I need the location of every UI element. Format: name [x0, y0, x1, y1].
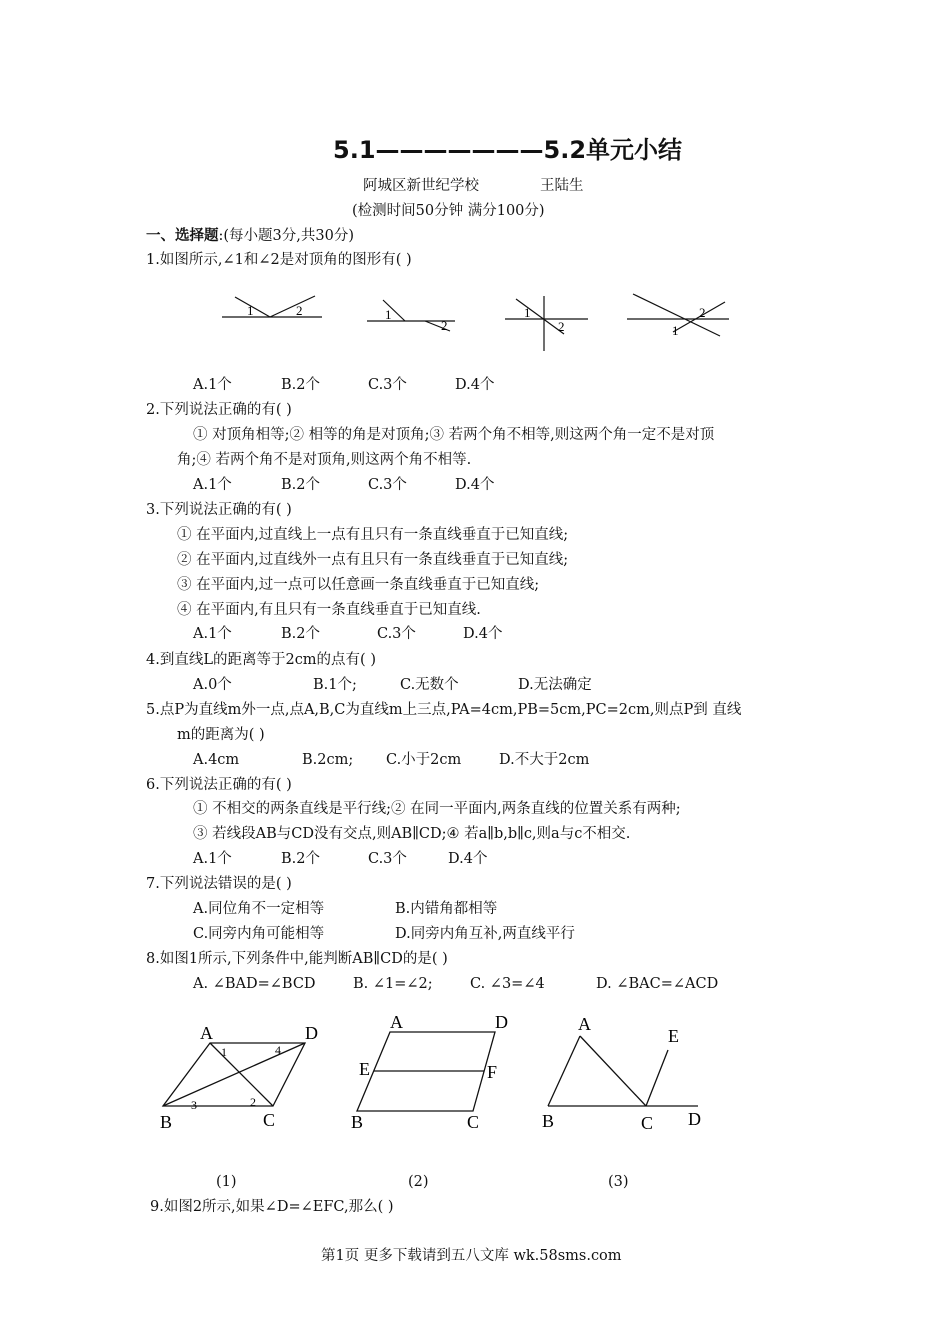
q6-stem: 6.下列说法正确的有( ) — [146, 777, 292, 793]
fig-b-label-1: 1 — [385, 307, 392, 322]
fig3-label-A: A — [578, 1014, 591, 1034]
fig1-label-D: D — [305, 1023, 318, 1043]
fig1-label-4: 4 — [275, 1043, 281, 1057]
q5-option-d: D.不大于2cm — [499, 752, 590, 768]
fig3-label-C: C — [641, 1113, 654, 1133]
q8-stem: 8.如图1所示,下列条件中,能判断AB∥CD的是( ) — [146, 951, 448, 967]
q6-option-c: C.3个 — [368, 851, 407, 867]
figure-1 — [155, 1018, 318, 1133]
q8-option-a: A. ∠BAD=∠BCD — [193, 976, 316, 992]
figure-3-caption: (3) — [608, 1174, 629, 1190]
q2-line2: 角;④ 若两个角不是对顶角,则这两个角不相等. — [177, 452, 472, 468]
q3-option-d: D.4个 — [463, 626, 503, 642]
exam-info: (检测时间50分钟 满分100分) — [352, 203, 545, 219]
section-note: :(每小题3分,共30分) — [218, 228, 354, 244]
fig-b-label-2: 2 — [441, 318, 448, 333]
q1-figure-d — [625, 292, 735, 342]
fig3-label-E: E — [668, 1026, 679, 1046]
q5-stem: 5.点P为直线m外一点,点A,B,C为直线m上三点,PA=4cm,PB=5cm,PC=2cm,则点P到 直线 — [146, 702, 742, 718]
q5-option-c: C.小于2cm — [386, 752, 462, 768]
q1-option-c: C.3个 — [368, 377, 407, 393]
q6-option-a: A.1个 — [193, 851, 232, 867]
figure-1-caption: (1) — [216, 1174, 237, 1190]
fig2-label-E: E — [359, 1059, 370, 1079]
fig1-label-A: A — [200, 1023, 213, 1043]
fig-d-label-2: 2 — [699, 305, 706, 320]
page-footer: 第1页 更多下载请到五八文库 wk.58sms.com — [321, 1248, 622, 1264]
q2-option-b: B.2个 — [281, 477, 320, 493]
figure-2 — [345, 1008, 520, 1133]
fig1-label-C: C — [263, 1110, 276, 1130]
fig1-label-B: B — [160, 1112, 173, 1132]
q4-option-d: D.无法确定 — [518, 677, 592, 693]
q6-option-b: B.2个 — [281, 851, 320, 867]
q1-option-d: D.4个 — [455, 377, 495, 393]
section-heading: 一、选择题 — [146, 227, 219, 244]
figure-3 — [538, 1010, 713, 1135]
q8-option-c: C. ∠3=∠4 — [470, 976, 545, 992]
q2-option-a: A.1个 — [193, 477, 232, 493]
fig3-label-D: D — [688, 1109, 701, 1129]
q3-item-2: ② 在平面内,过直线外一点有且只有一条直线垂直于已知直线; — [177, 552, 569, 568]
school-name: 阿城区新世纪学校 — [363, 178, 479, 194]
q3-option-a: A.1个 — [193, 626, 232, 642]
q5-line2: m的距离为( ) — [177, 727, 265, 743]
q8-option-b: B. ∠1=∠2; — [353, 976, 433, 992]
q1-figure-b — [365, 297, 465, 337]
q3-item-4: ④ 在平面内,有且只有一条直线垂直于已知直线. — [177, 602, 481, 618]
fig2-label-C: C — [467, 1112, 480, 1132]
q6-line2: ③ 若线段AB与CD没有交点,则AB∥CD;④ 若a∥b,b∥c,则a与c不相交. — [193, 826, 631, 842]
q2-line1: ① 对顶角相等;② 相等的角是对顶角;③ 若两个角不相等,则这两个角一定不是对顶 — [193, 427, 715, 443]
q2-stem: 2.下列说法正确的有( ) — [146, 402, 292, 418]
fig1-label-2: 2 — [250, 1095, 256, 1109]
q5-option-b: B.2cm; — [302, 752, 354, 768]
fig2-label-D: D — [495, 1012, 508, 1032]
q7-stem: 7.下列说法错误的是( ) — [146, 876, 292, 892]
q6-option-d: D.4个 — [448, 851, 488, 867]
fig3-label-B: B — [542, 1111, 555, 1131]
q4-option-a: A.0个 — [193, 677, 232, 693]
author-name: 王陆生 — [540, 178, 584, 194]
q7-option-d: D.同旁内角互补,两直线平行 — [395, 926, 575, 942]
fig2-label-B: B — [351, 1112, 364, 1132]
q7-option-b: B.内错角都相等 — [395, 901, 498, 917]
q3-item-1: ① 在平面内,过直线上一点有且只有一条直线垂直于已知直线; — [177, 527, 569, 543]
q9-stem: 9.如图2所示,如果∠D=∠EFC,那么( ) — [150, 1199, 394, 1215]
fig-a-label-1: 1 — [247, 303, 254, 318]
q3-option-c: C.3个 — [377, 626, 416, 642]
q4-stem: 4.到直线L的距离等于2cm的点有( ) — [146, 652, 376, 668]
q1-option-a: A.1个 — [193, 377, 232, 393]
fig2-label-F: F — [487, 1062, 498, 1082]
fig-a-label-2: 2 — [296, 303, 303, 318]
fig-c-label-1: 1 — [524, 305, 531, 320]
q2-option-c: C.3个 — [368, 477, 407, 493]
q1-figure-c — [502, 294, 592, 354]
fig1-label-1: 1 — [221, 1045, 227, 1059]
fig-c-label-2: 2 — [558, 319, 565, 334]
fig-d-label-1: 1 — [672, 323, 679, 338]
q4-option-b: B.1个; — [313, 677, 357, 693]
q3-option-b: B.2个 — [281, 626, 320, 642]
fig2-label-A: A — [390, 1012, 403, 1032]
q1-stem: 1.如图所示,∠1和∠2是对顶角的图形有( ) — [146, 252, 412, 268]
q2-option-d: D.4个 — [455, 477, 495, 493]
figure-2-caption: (2) — [408, 1174, 429, 1190]
q4-option-c: C.无数个 — [400, 677, 459, 693]
q1-figure-a — [220, 292, 330, 332]
q7-option-a: A.同位角不一定相等 — [193, 901, 325, 917]
fig1-label-3: 3 — [191, 1098, 197, 1112]
q5-option-a: A.4cm — [193, 752, 240, 768]
q3-item-3: ③ 在平面内,过一点可以任意画一条直线垂直于已知直线; — [177, 577, 540, 593]
q3-stem: 3.下列说法正确的有( ) — [146, 502, 292, 518]
q6-line1: ① 不相交的两条直线是平行线;② 在同一平面内,两条直线的位置关系有两种; — [193, 801, 681, 817]
q8-option-d: D. ∠BAC=∠ACD — [596, 976, 719, 992]
section-heading-row — [146, 229, 354, 244]
q7-option-c: C.同旁内角可能相等 — [193, 926, 325, 942]
page-title: 5.1———————5.2单元小结 — [333, 136, 683, 164]
q1-option-b: B.2个 — [281, 377, 320, 393]
